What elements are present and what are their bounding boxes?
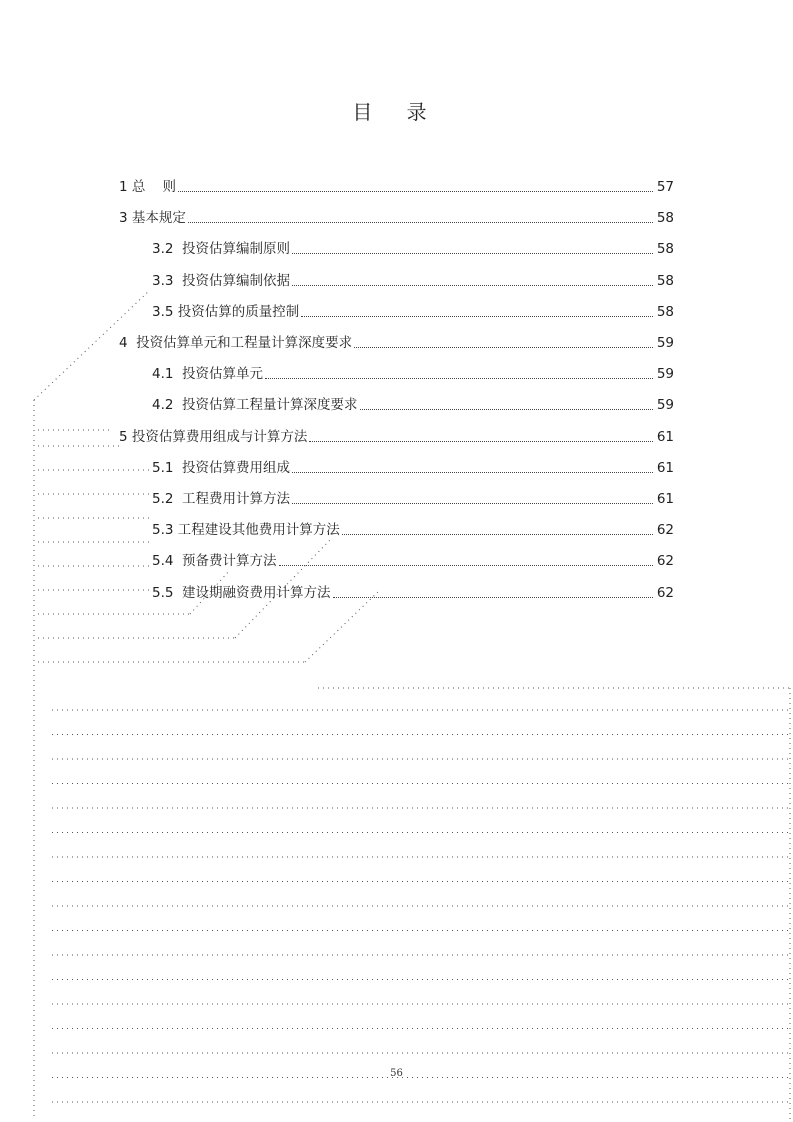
toc-dot-leader [360,408,653,410]
toc-entry[interactable] [152,390,674,414]
toc-entry-page: 58 [656,210,674,227]
toc-dot-leader [342,533,653,535]
toc-entry-page: 59 [656,366,674,383]
toc-dot-leader [292,471,653,473]
toc-entry-label: 3.3 投资估算编制依据 [152,272,291,289]
toc-entry[interactable] [152,515,674,539]
toc-dot-leader [354,346,653,348]
toc-dot-leader [309,440,653,442]
toc-entry-label: 3 基本规定 [119,210,186,227]
toc-entry-page: 62 [656,553,674,570]
toc-entry-page: 61 [656,428,674,445]
page-number: 56 [390,1068,403,1079]
toc-entry-label: 1 总 则 [119,179,177,195]
toc-entry[interactable] [152,484,674,508]
toc-entry-page: 62 [656,584,674,601]
toc-dot-leader [188,221,653,223]
toc-entry-page: 62 [656,522,674,539]
toc-dot-leader [292,284,653,286]
toc-entry[interactable] [119,328,674,352]
toc-entry-page: 61 [656,459,674,476]
toc-entry-label: 5.1 投资估算费用组成 [152,459,291,476]
toc-entry[interactable] [152,266,674,290]
toc-entry-label: 3.5 投资估算的质量控制 [152,303,300,320]
toc-dot-leader [279,564,653,566]
toc-entry[interactable] [152,578,674,602]
toc-entry-label: 3.2 投资估算编制原则 [152,241,291,258]
toc-entry-label: 4.2 投资估算工程量计算深度要求 [152,397,358,414]
toc-entry[interactable] [152,453,674,477]
toc-dot-leader [301,315,653,317]
toc-entry-label: 5.4 预备费计算方法 [152,553,277,570]
toc-entry[interactable] [119,172,674,196]
toc-dot-leader [265,377,653,379]
toc-entry[interactable] [119,203,674,227]
toc-entry-page: 59 [656,397,674,414]
toc-entry-page: 58 [656,272,674,289]
toc-title: 目 录 [352,100,441,124]
toc-entry[interactable] [152,546,674,570]
toc-entry-page: 61 [656,491,674,507]
toc-entry-label: 5 投资估算费用组成与计算方法 [119,428,308,445]
toc-entry-label: 5.3 工程建设其他费用计算方法 [152,522,340,539]
toc-entry[interactable] [152,359,674,383]
toc-entry-label: 5.5 建设期融资费用计算方法 [152,584,331,601]
toc-entry[interactable] [152,297,674,321]
toc-dot-leader [292,502,653,504]
toc-dot-leader [292,252,653,254]
toc-dot-leader [178,190,653,192]
toc-entry-label: 5.2 工程费用计算方法 [152,491,291,507]
toc-entry-page: 58 [656,241,674,258]
toc-entry-page: 58 [656,303,674,320]
toc-entry-label: 4 投资估算单元和工程量计算深度要求 [119,335,353,351]
toc-entry[interactable] [152,234,674,258]
toc-entry[interactable] [119,422,674,446]
toc-entry-page: 57 [656,179,674,195]
toc-entry-page: 59 [656,335,674,351]
toc-entry-label: 4.1 投资估算单元 [152,366,264,383]
toc-dot-leader [333,596,653,598]
